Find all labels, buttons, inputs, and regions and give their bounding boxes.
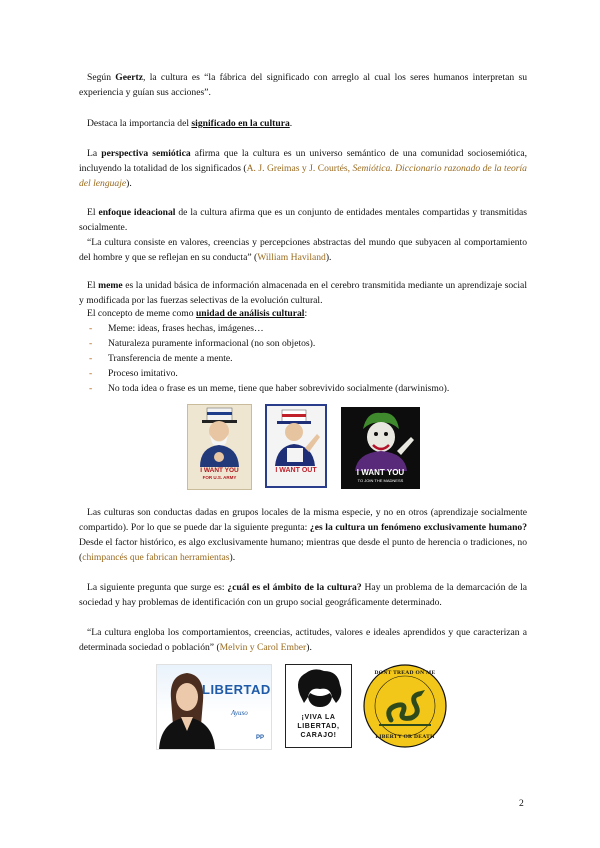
paragraph-ember-quote: “La cultura engloba los comportamientos, creencias, actitudes, valores e ideales aprendidos y que caracterizan a determinada sociedad o población” (Melvin y Carol Ember). — [79, 627, 527, 653]
joker-meme-image: I WANT YOU TO JOIN THE MADNESS — [341, 407, 420, 489]
chimpances-link[interactable]: chimpancés que fabrican herramientas — [82, 552, 230, 563]
ember-link[interactable]: Melvin y Carol Ember — [219, 642, 307, 653]
uncle-sam-out-poster-image: I WANT OUT — [265, 404, 327, 488]
paragraph-haviland-quote: “La cultura consiste en valores, creencias y percepciones abstractas del mundo que subyacen al comportamiento del hombre y que se reflejan en su conducta” (William Haviland). — [79, 237, 527, 263]
uncle-sam-poster-image: I WANT YOU FOR U.S. ARMY — [187, 404, 252, 490]
list-item: - No toda idea o frase es un meme, tiene que haber sobrevivido socialmente (darwinismo). — [79, 381, 527, 396]
libertad-ayuso-image: LIBERTAD Ayuso PP — [156, 664, 272, 750]
paragraph-ideacional: El enfoque ideacional de la cultura afirma que es un conjunto de entidades mentales compartidas y transmitidas socialmente. — [79, 207, 527, 233]
significado-highlight: significado en la cultura — [191, 118, 290, 129]
gadsden-flag-image: DONT TREAD ON ME LIBERTY OR DEATH — [363, 664, 447, 748]
paragraph-significado: Destaca la importancia del significado en la cultura. — [87, 118, 293, 129]
milei-silhouette-icon — [286, 665, 352, 711]
list-item: - Transferencia de mente a mente. — [79, 351, 527, 366]
list-item: - Meme: ideas, frases hechas, imágenes… — [79, 321, 527, 336]
paragraph-meme: El meme es la unidad básica de información almacenada en el cerebro transmitida mediante un aprendizaje social y modificada por las fuerzas selectivas de la evolución cultural. — [79, 280, 527, 306]
page-number: 2 — [519, 798, 524, 809]
paragraph-geertz: Según Geertz, la cultura es “la fábrica del significado con arreglo al cual los seres humanos interpretan su experiencia y guían sus acciones”. — [79, 72, 527, 98]
milei-viva-la-libertad-image: ¡VIVA LA LIBERTAD, CARAJO! — [285, 664, 352, 748]
meme-list — [79, 321, 527, 396]
list-item: - Proceso imitativo. — [79, 366, 527, 381]
greimas-link[interactable]: A. J. Greimas y J. Courtés, Semiótica. Diccionario razonado de la teoría del lenguaje — [79, 163, 527, 189]
paragraph-meme-concept: El concepto de meme como unidad de análisis cultural: — [87, 308, 308, 319]
paragraph-semiotica: La perspectiva semiótica afirma que la cultura es un universo semántico de una comunidad sociosemiótica, incluyendo la totalidad de los significados (A. J. Greimas y J. Courtés, Semiótica. Diccionario razonado de la teoría del lenguaje). — [79, 148, 527, 189]
list-item: - Naturaleza puramente informacional (no son objetos). — [79, 336, 527, 351]
paragraph-exclusivo-humano: Las culturas son conductas dadas en grupos locales de la misma especie, y no en otros (aprendizaje socialmente compartido). Por lo que se puede dar la siguiente pregunta: ¿es la cultura un fenómeno exclusivamente humano? Desde el factor histórico, es algo exclusivamente humano; mientras que desde el punto de herencia o tradiciones, no (chimpancés que fabrican herramientas). — [79, 507, 527, 563]
haviland-link[interactable]: William Haviland — [257, 252, 326, 263]
paragraph-ambito: La siguiente pregunta que surge es: ¿cuál es el ámbito de la cultura? Hay un problema de la demarcación de la sociedad y hay problemas de identificación con un grupo social geográficamente determinado. — [79, 582, 528, 608]
ayuso-portrait — [157, 665, 217, 749]
geertz-name: Geertz — [115, 72, 143, 83]
